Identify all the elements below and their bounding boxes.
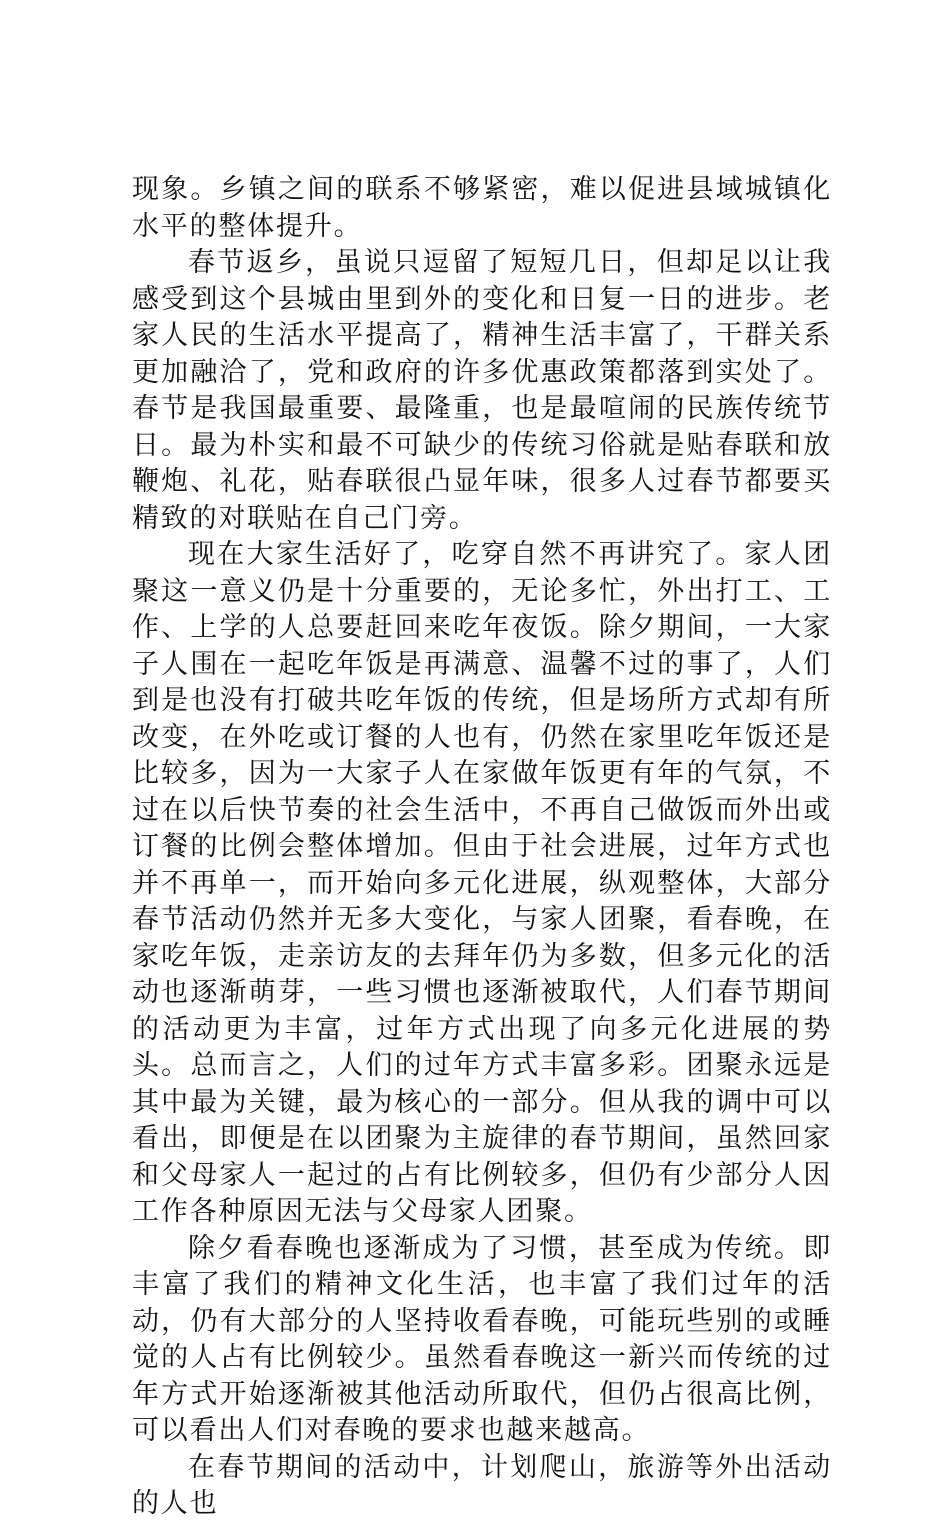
paragraph-3: 现在大家生活好了，吃穿自然不再讲究了。家人团聚这一意义仍是十分重要的，无论多忙，外出打工、工作、上学的人总要赶回来吃年夜饭。除夕期间，一大家子人围在一起吃年饭是再满意、温馨不过的事了，人们到是也没有打破共吃年饭的传统，但是场所方式却有所改变，在外吃或订餐的人也有，仍然在家里吃年饭还是比较多，因为一大家子人在家做年饭更有年的气氛，不过在以后快节奏的社会生活中，不再自己做饭而外出或订餐的比例会整体增加。但由于社会进展，过年方式也并不再单一，而开始向多元化进展，纵观整体，大部分春节活动仍然并无多大变化，与家人团聚，看春晚，在家吃年饭，走亲访友的去拜年仍为多数，但多元化的活动也逐渐萌芽，一些习惯也逐渐被取代，人们春节期间的活动更为丰富，过年方式出现了向多元化进展的势头。总而言之，人们的过年方式丰富多彩。团聚永远是其中最为关键，最为核心的一部分。但从我的调中可以看出，即便是在以团聚为主旋律的春节期间，虽然回家和父母家人一起过的占有比例较多，但仍有少部分人因工作各种原因无法与父母家人团聚。 bbox=[132, 539, 832, 1227]
document-body bbox=[132, 172, 832, 1523]
paragraph-1: 现象。乡镇之间的联系不够紧密，难以促进县域城镇化水平的整体提升。 bbox=[132, 174, 832, 242]
paragraph-4: 除夕看春晚也逐渐成为了习惯，甚至成为传统。即丰富了我们的精神文化生活，也丰富了我们过年的活动，仍有大部分的人坚持收看春晚，可能玩些别的或睡觉的人占有比例较少。虽然看春晚这一新兴而传统的过年方式开始逐渐被其他活动所取代，但仍占很高比例，可以看出人们对春晚的要求也越来越高。 bbox=[132, 1232, 832, 1446]
paragraph-5: 在春节期间的活动中，计划爬山，旅游等外出活动的人也 bbox=[132, 1451, 832, 1519]
paragraph-2: 春节返乡，虽说只逗留了短短几日，但却足以让我感受到这个县城由里到外的变化和日复一日的进步。老家人民的生活水平提高了，精神生活丰富了，干群关系更加融洽了，党和政府的许多优惠政策都落到实处了。春节是我国最重要、最隆重，也是最喧闹的民族传统节日。最为朴实和最不可缺少的传统习俗就是贴春联和放鞭炮、礼花，贴春联很凸显年味，很多人过春节都要买精致的对联贴在自己门旁。 bbox=[132, 247, 832, 534]
